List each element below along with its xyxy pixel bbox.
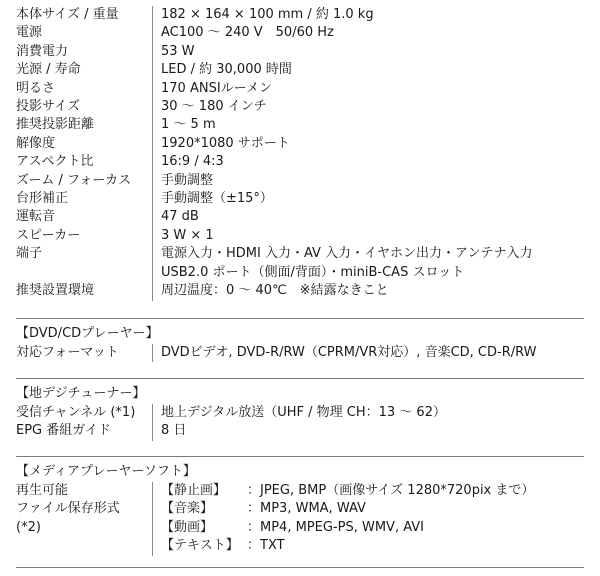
spec-row-power-consumption	[16, 43, 584, 61]
spec-row-environment	[16, 282, 584, 300]
terminals-line-2: USB2.0 ポート（側面/背面）・miniB-CAS スロット	[161, 264, 465, 280]
spec-row-zoom-focus	[16, 172, 584, 190]
dvd-section	[16, 325, 584, 362]
section-title-tuner: 【地デジチューナー】	[16, 386, 146, 401]
spec-row-aspect-ratio	[16, 153, 584, 171]
media-format-still	[161, 482, 584, 500]
spec-row-light-source	[16, 61, 584, 79]
divider	[16, 378, 584, 379]
spec-label: 解像度	[16, 135, 56, 151]
spec-value: 47 dB	[152, 208, 584, 226]
spec-label: 消費電力	[16, 43, 69, 59]
spec-value: 3 W × 1	[152, 227, 584, 245]
spec-value: 1 〜 5 m	[152, 116, 584, 134]
spec-label: 台形補正	[16, 191, 69, 207]
terminals-line-1: 電源入力・HDMI 入力・AV 入力・イヤホン出力・アンテナ入力	[161, 246, 533, 262]
media-section	[16, 463, 584, 556]
media-format-music	[161, 500, 584, 518]
spec-label: 電源	[16, 25, 43, 41]
spec-value: 16:9 / 4:3	[152, 153, 584, 171]
spec-value: 手動調整	[152, 172, 584, 190]
spec-value: 182 × 164 × 100 mm / 約 1.0 kg	[152, 6, 584, 24]
spec-value: 1920*1080 サポート	[152, 135, 584, 153]
spec-label: スピーカー	[16, 227, 81, 243]
media-formats: ：MP4, MPEG-PS, WMV, AVI	[247, 519, 424, 535]
spec-label: 推奨設置環境	[16, 283, 95, 299]
spec-row-channels	[16, 404, 584, 422]
spec-label: 対応フォーマット	[16, 345, 119, 360]
spec-value: 地上デジタル放送（UHF / 物理 CH：13 〜 62）	[152, 404, 584, 422]
spec-row-projection-distance	[16, 116, 584, 134]
tuner-section	[16, 385, 584, 441]
divider	[16, 318, 584, 319]
media-tag: 【テキスト】	[161, 538, 239, 554]
spec-label: 端子	[16, 246, 43, 262]
spec-value: 手動調整（±15°）	[152, 190, 584, 208]
spec-row-power-source	[16, 24, 584, 42]
spec-value: 周辺温度：0 〜 40℃ ※結露なきこと	[152, 282, 584, 300]
section-title-media: 【メディアプレーヤーソフト】	[16, 464, 196, 479]
spec-label: 投影サイズ	[16, 99, 80, 115]
spec-value: LED / 約 30,000 時間	[152, 61, 584, 79]
spec-label: 明るさ	[16, 80, 56, 96]
spec-label: 推奨投影距離	[16, 117, 95, 133]
spec-label: 受信チャンネル (*1)	[16, 405, 136, 420]
spec-label: EPG 番組ガイド	[16, 423, 111, 439]
spec-row-keystone	[16, 190, 584, 208]
spec-label: アスペクト比	[16, 154, 94, 170]
divider	[16, 456, 584, 457]
spec-row-projection-size	[16, 98, 584, 116]
media-formats: ：MP3, WMA, WAV	[247, 501, 366, 517]
media-formats: ：TXT	[247, 538, 285, 554]
media-label-line: (*2)	[16, 519, 41, 535]
spec-row-media-formats	[16, 482, 584, 556]
media-label-line: 再生可能	[16, 483, 69, 498]
spec-label: ズーム / フォーカス	[16, 172, 132, 188]
media-value-group	[152, 482, 584, 556]
spec-table	[16, 6, 584, 301]
spec-value: 8 日	[152, 422, 584, 440]
spec-row-epg	[16, 422, 584, 440]
spec-row-resolution	[16, 135, 584, 153]
divider	[16, 567, 584, 568]
spec-label: 運転音	[16, 209, 56, 225]
spec-row-noise	[16, 208, 584, 226]
media-format-video	[161, 519, 584, 537]
spec-value: 170 ANSIルーメン	[152, 80, 584, 98]
spec-value: DVDビデオ, DVD-R/RW（CPRM/VR対応）, 音楽CD, CD-R/RW	[152, 344, 584, 362]
spec-row-size-weight	[16, 6, 584, 24]
spec-row-formats	[16, 344, 584, 362]
media-format-text	[161, 537, 584, 555]
media-tag: 【静止画】	[161, 483, 227, 498]
spec-row-brightness	[16, 80, 584, 98]
media-label-line: ファイル保存形式	[16, 501, 120, 517]
media-label-group	[16, 482, 152, 537]
spec-value: 30 〜 180 インチ	[152, 98, 584, 116]
spec-row-terminals	[16, 245, 584, 282]
spec-value	[152, 245, 584, 282]
spec-row-speaker	[16, 227, 584, 245]
spec-label: 本体サイズ / 重量	[16, 7, 119, 22]
spec-label: 光源 / 寿命	[16, 62, 81, 78]
spec-value: 53 W	[152, 43, 584, 61]
section-title-dvd: 【DVD/CDプレーヤー】	[16, 326, 159, 341]
media-tag: 【音楽】	[161, 501, 214, 517]
media-tag: 【動画】	[161, 519, 214, 535]
spec-value: AC100 〜 240 V 50/60 Hz	[152, 24, 584, 42]
media-formats: ：JPEG, BMP（画像サイズ 1280*720pix まで）	[247, 483, 535, 498]
